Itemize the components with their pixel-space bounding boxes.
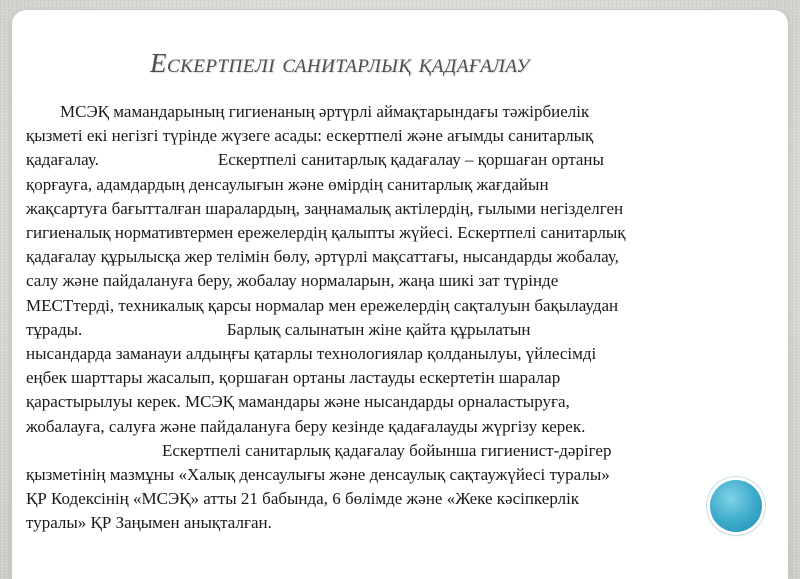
text-line: қадағалау. Ескертпелі санитарлық қадағалау – қоршаған ортаны (26, 150, 604, 170)
body-text (26, 100, 786, 536)
text-line: гигиеналық нормативтермен ережелердің қалыпты жүйесі. Ескертпелі санитарлық (26, 223, 626, 243)
decorative-circle (710, 480, 762, 532)
text-line: нысандарда заманауи алдыңғы қатарлы технологиялар қолданылуы, үйлесімді (26, 344, 597, 364)
text-line: тұрады. Барлық салынатын жіне қайта құрылатын (26, 319, 531, 339)
text-line: қорғауға, адамдардың денсаулығын және өмірдің санитарлық жағдайын (26, 174, 549, 194)
slide-title: Ескертпелі санитарлық қадағалау (150, 48, 530, 78)
text-line: жобалауға, салуға және пайдалануға беру кезінде қадағалауды жүргізу керек. (26, 416, 586, 436)
text-line: МЕСТтерді, техникалық қарсы нормалар мен ережелердің сақталуын бақылаудан (26, 295, 619, 315)
text-line: қадағалау құрылысқа жер телімін бөлу, әртүрлі мақсаттағы, нысандарды жобалау, (26, 247, 619, 267)
text-line: қызметі екі негізгі түрінде жүзеге асады: ескертпелі және ағымды санитарлық (26, 126, 594, 146)
text-line: жақсартуға бағытталған шаралардың, заңнамалық актілердің, ғылыми негізделген (26, 198, 624, 218)
text-line: қызметінің мазмұны «Халық денсаулығы және денсаулық сақтаужүйесі туралы» (26, 465, 610, 485)
text-line: еңбек шарттары жасалып, қоршаған ортаны ластауды ескертетін шаралар (26, 368, 561, 388)
text-line: МСЭҚ мамандарының гигиенаның әртүрлі аймақтарындағы тәжірбиелік (26, 102, 590, 121)
text-line: қарастырылуы керек. МСЭҚ мамандары және нысандарды орналастыруға, (26, 392, 570, 412)
text-line: туралы» ҚР Заңымен анықталған. (26, 513, 272, 533)
text-line: салу және пайдалануға беру, жобалау нормаларын, жаңа шикі зат түрінде (26, 271, 559, 291)
text-line: Ескертпелі санитарлық қадағалау бойынша гигиенист-дәрігер (26, 440, 612, 460)
text-line: ҚР Кодексінің «МСЭҚ» атты 21 бабында, 6 бөлімде және «Жеке кәсіпкерлік (26, 489, 580, 509)
